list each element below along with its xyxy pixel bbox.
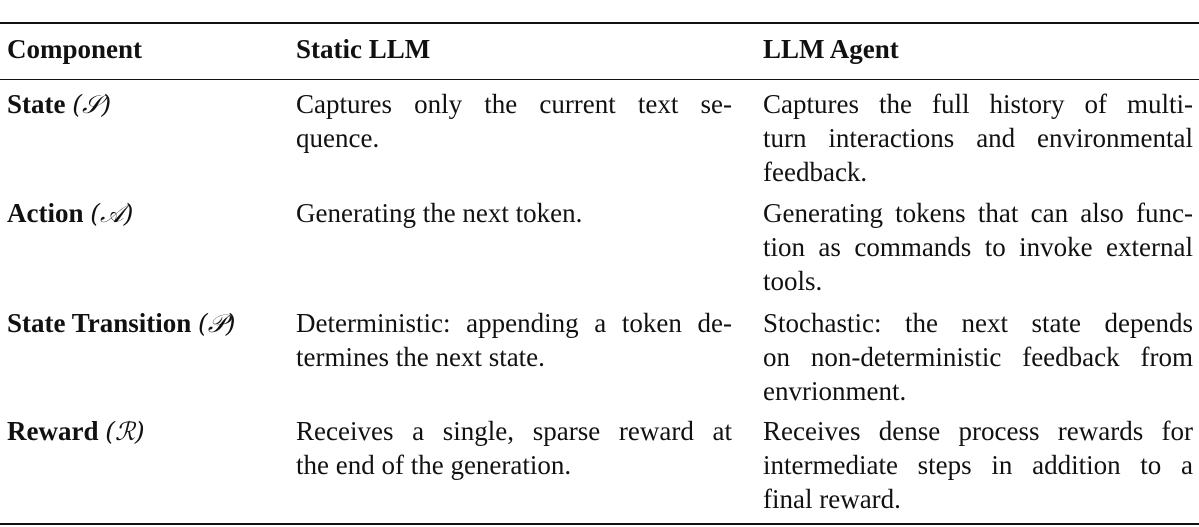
row-action-llm-agent — [763, 196, 1193, 298]
row-state-llm-agent — [763, 87, 1193, 189]
component-label: Reward — [7, 416, 99, 446]
cell-line: Receives dense process rewards for — [763, 416, 1193, 446]
cell-line: envrionment. — [763, 376, 907, 406]
bottom-rule — [0, 523, 1199, 525]
row-state-transition-llm-agent — [763, 306, 1193, 408]
cell-line: Stochastic: the next state depends — [763, 308, 1193, 338]
component-symbol: (𝒮) — [72, 90, 112, 119]
top-rule — [0, 22, 1199, 24]
row-action-static-llm — [296, 196, 732, 230]
row-state-component — [7, 87, 277, 122]
cell-line: termines the next state. — [296, 342, 545, 372]
row-state-transition-component — [7, 306, 277, 341]
row-action-component — [7, 196, 277, 231]
cell-line: Captures only the current text se- — [296, 89, 732, 119]
cell-line: the end of the generation. — [296, 450, 572, 480]
row-reward-llm-agent — [763, 414, 1193, 516]
component-label: State Transition — [7, 308, 192, 338]
cell-line: turn interactions and environmental — [763, 123, 1193, 153]
cell-line: Generating the next token. — [296, 198, 583, 228]
cell-line: on non-deterministic feedback from — [763, 342, 1193, 372]
row-reward-static-llm — [296, 414, 732, 482]
component-label: State — [7, 89, 66, 119]
cell-line: Deterministic: appending a token de- — [296, 308, 732, 338]
header-llm-agent: LLM Agent — [763, 34, 899, 64]
header-component: Component — [7, 34, 143, 64]
header-static-llm: Static LLM — [296, 34, 431, 64]
header-rule — [0, 79, 1199, 80]
component-label: Action — [7, 198, 84, 228]
component-symbol: (ℛ) — [105, 417, 145, 446]
row-reward-component — [7, 414, 277, 449]
cell-line: Generating tokens that can also func- — [763, 198, 1193, 228]
component-symbol: (𝒜) — [90, 199, 134, 228]
cell-line: tion as commands to invoke external — [763, 232, 1193, 262]
cell-line: feedback. — [763, 157, 868, 187]
cell-line: tools. — [763, 266, 823, 296]
cell-line: intermediate steps in addition to a — [763, 450, 1193, 480]
row-state-transition-static-llm — [296, 306, 732, 374]
cell-line: final reward. — [763, 484, 901, 514]
component-symbol: (𝒫) — [198, 309, 236, 338]
row-state-static-llm — [296, 87, 732, 155]
cell-line: Receives a single, sparse reward at — [296, 416, 732, 446]
cell-line: quence. — [296, 123, 380, 153]
cell-line: Captures the full history of multi- — [763, 89, 1193, 119]
